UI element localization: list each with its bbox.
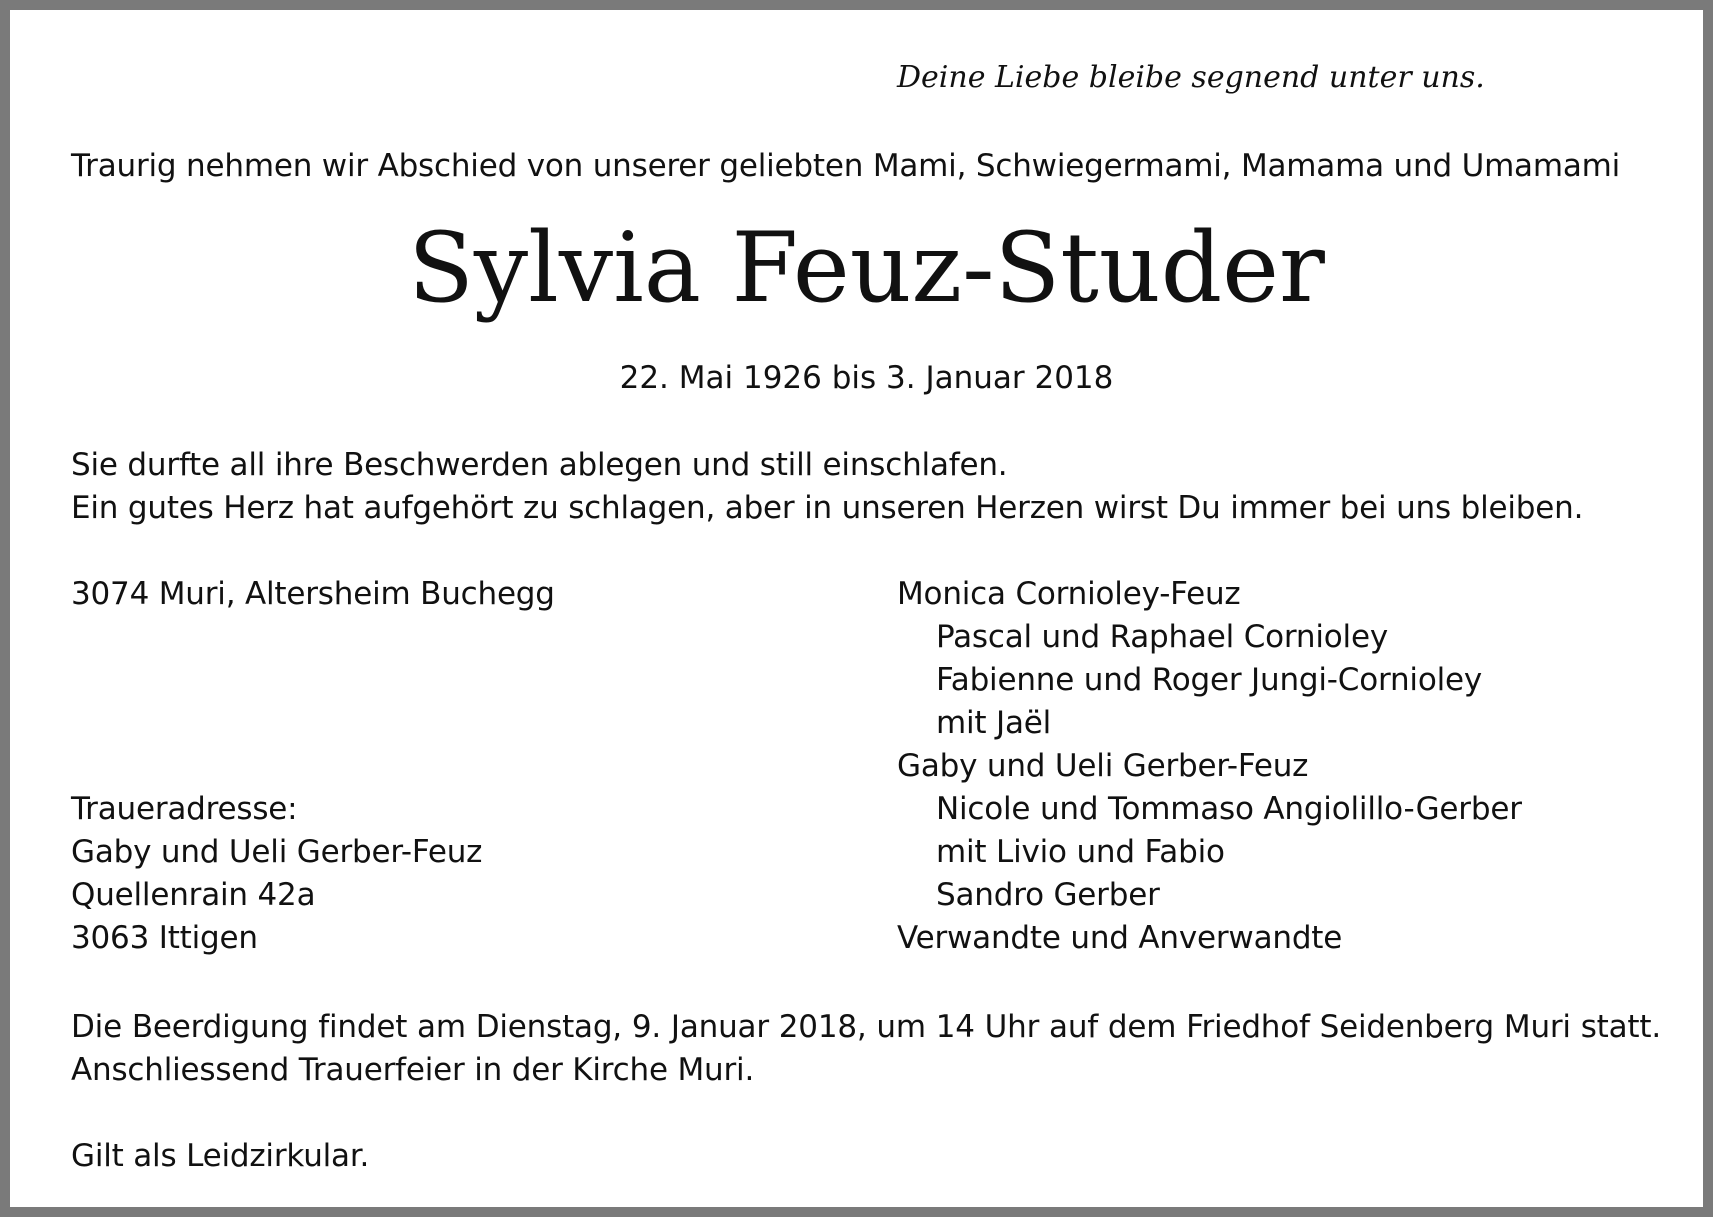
family-member: mit Jaël [936,705,1052,741]
family-member: Fabienne und Roger Jungi-Cornioley [936,662,1483,698]
mourning-address-street: Quellenrain 42a [71,877,316,913]
left-column [71,573,555,960]
life-dates: 22. Mai 1926 bis 3. Januar 2018 [619,360,1114,396]
family-member: mit Livio und Fabio [936,834,1225,870]
family-member: Monica Cornioley-Feuz [897,576,1241,612]
family-member: Gaby und Ueli Gerber-Feuz [897,748,1309,784]
mourning-address-name: Gaby und Ueli Gerber-Feuz [71,834,483,870]
mourning-address [71,788,555,960]
funeral-line-2: Anschliessend Trauerfeier in der Kirche Muri. [71,1052,755,1088]
deceased-name: Sylvia Feuz-Studer [408,212,1325,324]
family-member: Sandro Gerber [936,877,1160,913]
closing-note: Gilt als Leidzirkular. [71,1138,370,1174]
mourning-address-city: 3063 Ittigen [71,920,258,956]
motto-quote: Deine Liebe bleibe segnend unter uns. [897,60,1485,95]
location-text: 3074 Muri, Altersheim Buchegg [71,576,555,612]
funeral-line-1: Die Beerdigung findet am Dienstag, 9. Januar 2018, um 14 Uhr auf dem Friedhof Seidenberg Muri statt. [71,1009,1661,1045]
family-list [897,573,1522,960]
intro-text: Traurig nehmen wir Abschied von unserer geliebten Mami, Schwiegermami, Mamama und Umamami [71,148,1621,184]
family-member: Pascal und Raphael Cornioley [936,619,1388,655]
message-line-2: Ein gutes Herz hat aufgehört zu schlagen, aber in unseren Herzen wirst Du immer bei uns bleiben. [71,490,1584,526]
funeral-info [71,1006,1661,1092]
family-member: Nicole und Tommaso Angiolillo-Gerber [936,791,1522,827]
message-paragraph [71,444,1583,530]
mourning-address-label: Traueradresse: [71,791,298,827]
column-spacer [71,616,555,788]
family-member: Verwandte und Anverwandte [897,920,1343,956]
message-line-1: Sie durfte all ihre Beschwerden ablegen und still einschlafen. [71,447,1008,483]
